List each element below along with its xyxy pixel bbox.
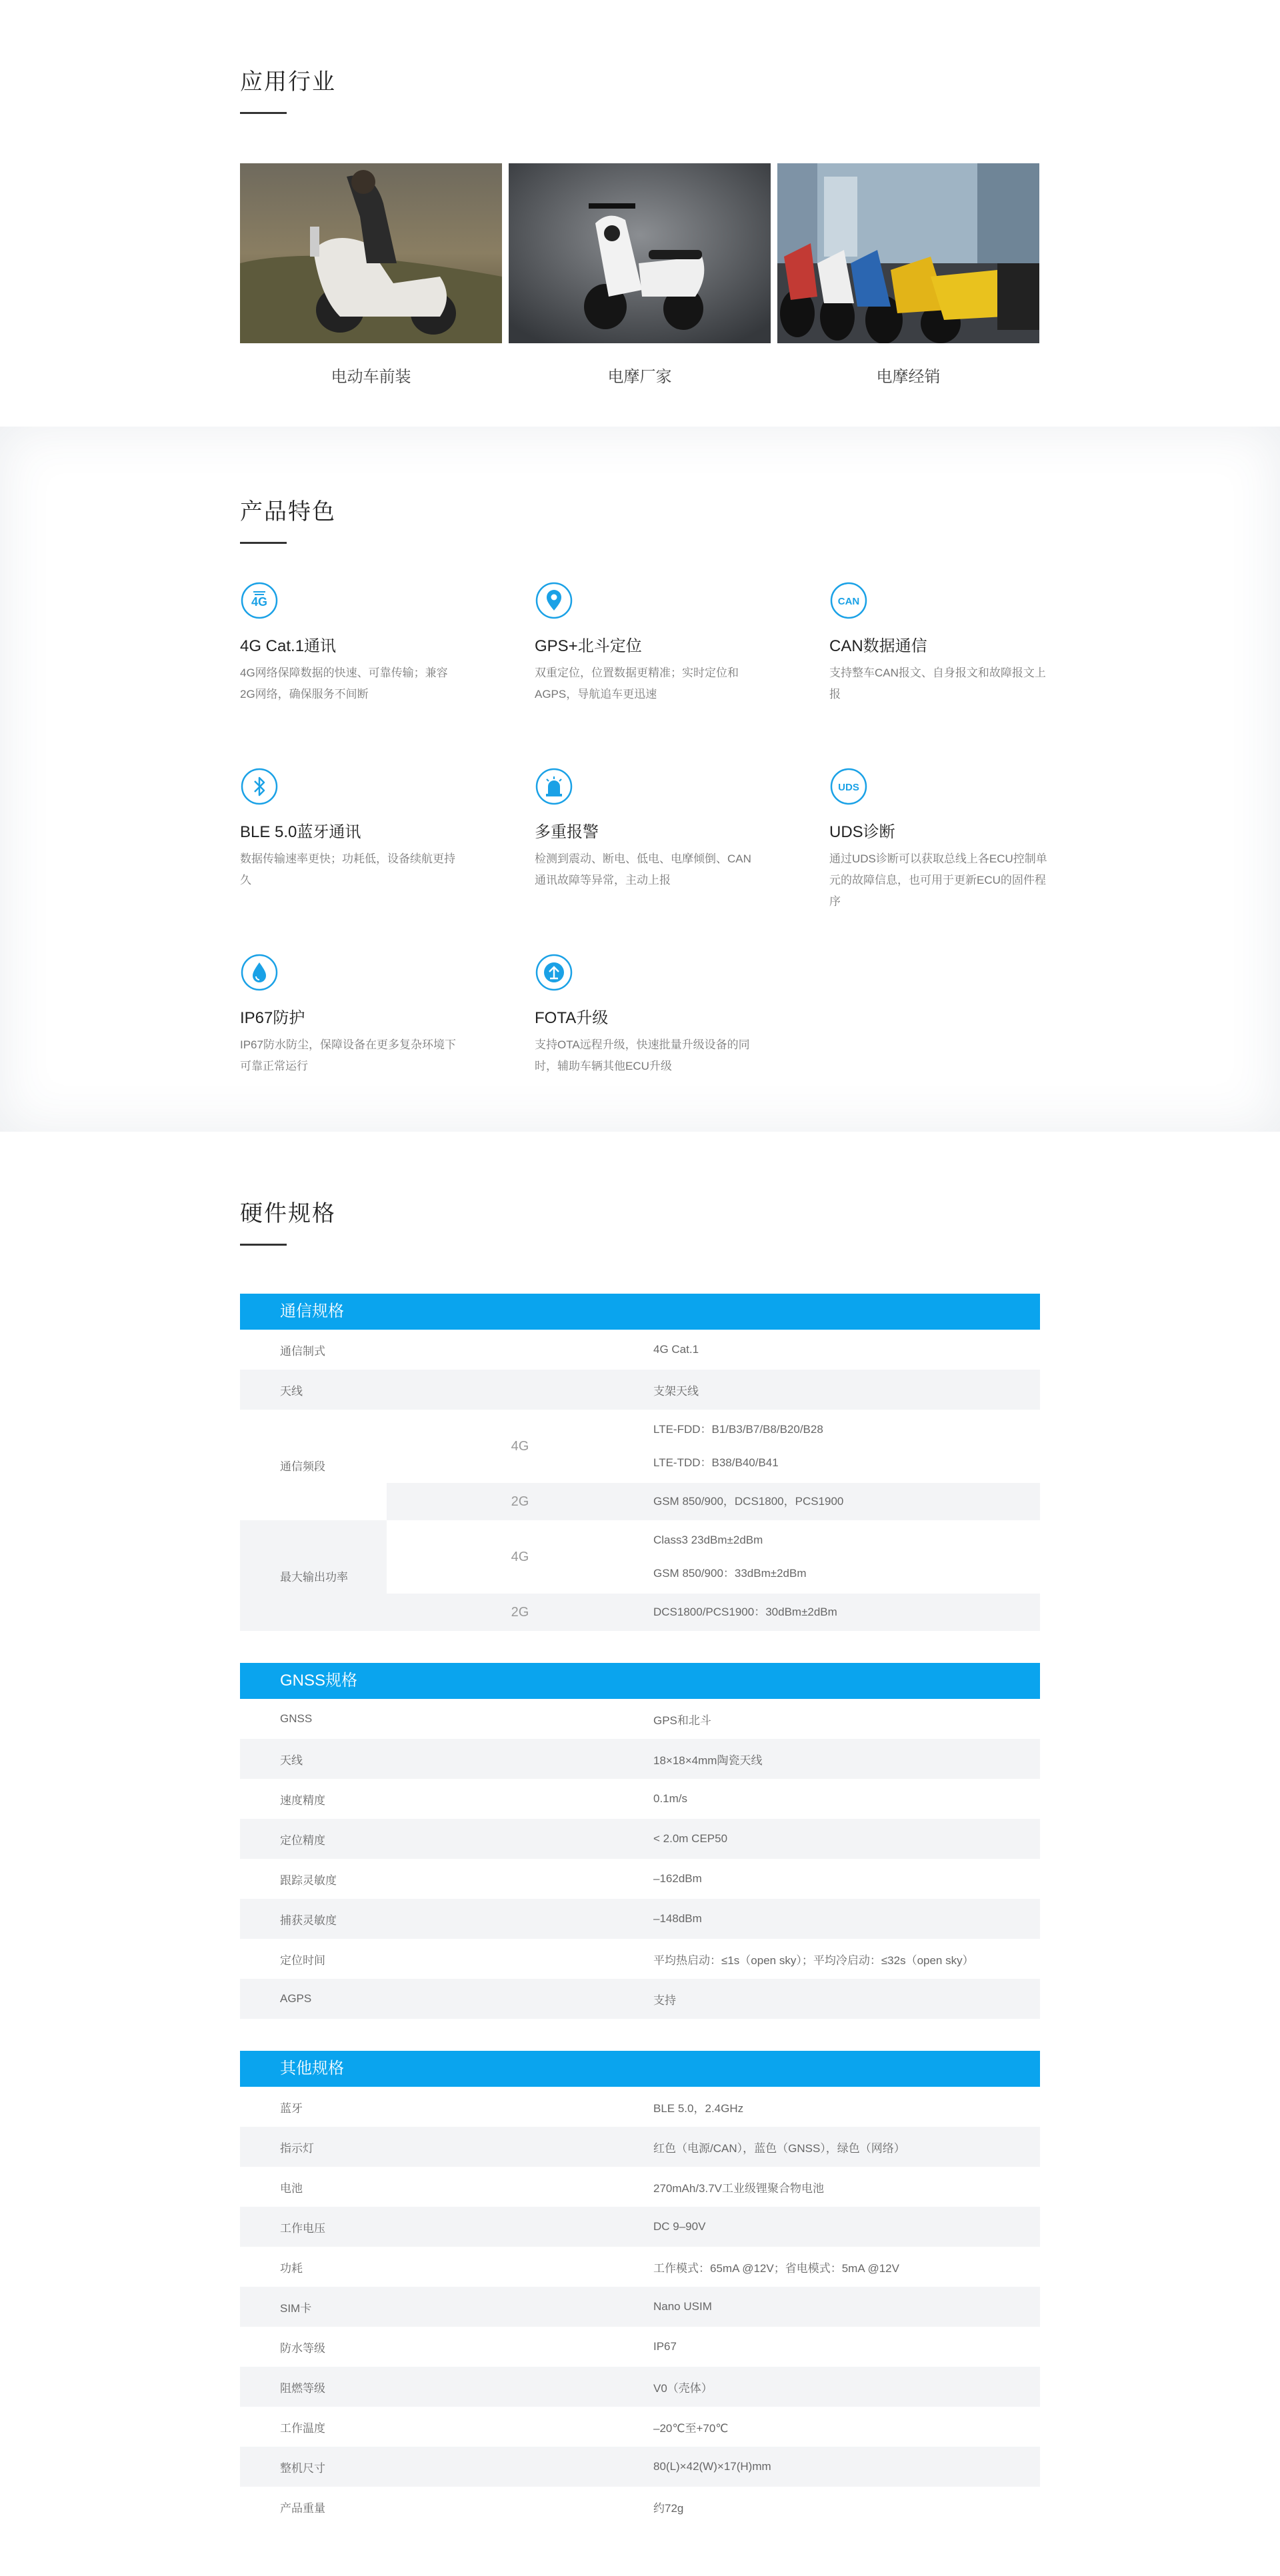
table-row bbox=[240, 1779, 1040, 1819]
spec-label: 跟踪灵敏度 bbox=[280, 1874, 337, 1887]
feature-title: CAN数据通信 bbox=[829, 637, 927, 655]
feature-uds bbox=[829, 767, 1047, 953]
table-row bbox=[240, 2167, 1040, 2207]
feature-desc: 检测到震动、断电、低电、电摩倾倒、CAN通讯故障等异常，主动上报 bbox=[535, 852, 751, 886]
spec-label: 功耗 bbox=[280, 2261, 303, 2275]
spec-value: –20℃至+70℃ bbox=[653, 2421, 729, 2435]
spec-value: –148dBm bbox=[653, 1912, 702, 1925]
spec-label: 最大输出功率 bbox=[240, 1520, 387, 1631]
table-row bbox=[240, 1330, 1040, 1370]
spec-value: LTE-TDD：B38/B40/B41 bbox=[653, 1456, 779, 1469]
features-section bbox=[0, 427, 1280, 1132]
spec-label: SIM卡 bbox=[280, 2301, 312, 2315]
title-underline bbox=[240, 112, 287, 114]
location-pin-icon bbox=[535, 581, 573, 620]
spec-value: IP67 bbox=[653, 2340, 677, 2353]
feature-title: GPS+北斗定位 bbox=[535, 637, 642, 655]
industry-card-dealer[interactable] bbox=[777, 163, 1039, 387]
feature-fota bbox=[535, 953, 829, 1139]
scooter-lineup-photo bbox=[777, 163, 1039, 343]
power-group bbox=[240, 1520, 1040, 1631]
spec-label: 蓝牙 bbox=[280, 2101, 303, 2115]
bluetooth-icon bbox=[240, 767, 279, 806]
spec-label: 电池 bbox=[280, 2181, 303, 2195]
feature-desc: 双重定位，位置数据更精准；实时定位和AGPS，导航追车更迅速 bbox=[535, 666, 739, 700]
spec-value: DCS1800/PCS1900：30dBm±2dBm bbox=[653, 1606, 837, 1618]
spec-value: 工作模式：65mA @12V；省电模式：5mA @12V bbox=[653, 2261, 899, 2275]
spec-value: 0.1m/s bbox=[653, 1792, 688, 1805]
spec-label: AGPS bbox=[280, 1992, 312, 2005]
white-scooter-photo bbox=[509, 163, 771, 343]
spec-label: 产品重量 bbox=[280, 2501, 325, 2515]
spec-label: GNSS bbox=[280, 1712, 313, 1725]
spec-label: 天线 bbox=[280, 1384, 303, 1398]
uds-icon-text: UDS bbox=[838, 782, 859, 793]
comm-spec-table bbox=[240, 1294, 1040, 1631]
spec-label: 整机尺寸 bbox=[280, 2461, 325, 2475]
spec-value: Nano USIM bbox=[653, 2300, 712, 2313]
spec-value: 支架天线 bbox=[653, 1384, 699, 1398]
spec-value: GSM 850/900，DCS1800，PCS1900 bbox=[653, 1495, 844, 1508]
feature-title: IP67防护 bbox=[240, 1009, 305, 1027]
spec-value: GPS和北斗 bbox=[653, 1714, 711, 1727]
spec-label: 捕获灵敏度 bbox=[280, 1914, 337, 1927]
feature-desc: IP67防水防尘，保障设备在更多复杂环境下可靠正常运行 bbox=[240, 1038, 456, 1072]
feature-title: BLE 5.0蓝牙通讯 bbox=[240, 823, 361, 841]
spec-value: 支持 bbox=[653, 1993, 676, 2007]
table-row bbox=[240, 2447, 1040, 2487]
feature-title: 多重报警 bbox=[535, 823, 599, 841]
band-4g: 4G bbox=[511, 1438, 529, 1454]
feature-title: UDS诊断 bbox=[829, 823, 895, 841]
feature-title: FOTA升级 bbox=[535, 1009, 609, 1027]
power-4g: 4G bbox=[511, 1549, 529, 1564]
industry-card-ev-oem[interactable] bbox=[240, 163, 502, 387]
feature-desc: 4G网络保障数据的快速、可靠传输；兼容2G网络，确保服务不间断 bbox=[240, 666, 448, 700]
feature-desc: 通过UDS诊断可以获取总线上各ECU控制单元的故障信息，也可用于更新ECU的固件程序 bbox=[829, 852, 1047, 908]
feature-desc: 数据传输速率更快；功耗低，设备续航更持久 bbox=[240, 852, 455, 886]
spec-label: 通信制式 bbox=[280, 1344, 325, 1358]
table-row bbox=[240, 1899, 1040, 1939]
spec-value: DC 9–90V bbox=[653, 2220, 706, 2233]
industry-label: 电动车前装 bbox=[331, 368, 411, 386]
spec-label: 天线 bbox=[280, 1754, 303, 1767]
title-underline bbox=[240, 1244, 287, 1246]
spec-table-header: 通信规格 bbox=[240, 1294, 1040, 1330]
specs-section bbox=[0, 1132, 1280, 2527]
spec-value: 4G Cat.1 bbox=[653, 1343, 699, 1356]
spec-value: Class3 23dBm±2dBm bbox=[653, 1534, 763, 1546]
uds-icon bbox=[829, 767, 868, 806]
table-row bbox=[240, 2287, 1040, 2327]
table-row bbox=[240, 1979, 1040, 2019]
spec-label: 通信频段 bbox=[280, 1460, 325, 1473]
spec-table-header: 其他规格 bbox=[240, 2051, 1040, 2087]
4g-icon bbox=[240, 581, 279, 620]
industries-section bbox=[0, 0, 1280, 427]
industry-label: 电摩经销 bbox=[876, 368, 941, 386]
spec-value: 80(L)×42(W)×17(H)mm bbox=[653, 2460, 771, 2473]
spec-value: LTE-FDD：B1/B3/B7/B8/B20/B28 bbox=[653, 1423, 823, 1436]
table-row bbox=[240, 1699, 1040, 1739]
waterdrop-icon bbox=[240, 953, 279, 992]
spec-label: 阻燃等级 bbox=[280, 2381, 325, 2395]
feature-desc: 支持OTA远程升级，快速批量升级设备的同时，辅助车辆其他ECU升级 bbox=[535, 1038, 750, 1072]
scooter-rider-photo bbox=[240, 163, 502, 343]
spec-label: 工作温度 bbox=[280, 2421, 325, 2435]
spec-label: 速度精度 bbox=[280, 1794, 325, 1807]
feature-desc: 支持整车CAN报文、自身报文和故障报文上报 bbox=[829, 666, 1046, 700]
spec-value: 红色（电源/CAN），蓝色（GNSS），绿色（网络） bbox=[653, 2141, 905, 2155]
spec-value: 平均热启动：≤1s（open sky）；平均冷启动：≤32s（open sky） bbox=[653, 1953, 974, 1967]
table-row bbox=[240, 1859, 1040, 1899]
spec-label: 指示灯 bbox=[280, 2141, 314, 2155]
table-row bbox=[240, 2247, 1040, 2287]
table-row bbox=[240, 1739, 1040, 1779]
spec-value: –162dBm bbox=[653, 1872, 702, 1885]
table-row bbox=[240, 2087, 1040, 2127]
spec-value: BLE 5.0，2.4GHz bbox=[653, 2101, 744, 2115]
feature-ble bbox=[240, 767, 535, 953]
table-row bbox=[240, 1370, 1040, 1410]
table-row bbox=[240, 1939, 1040, 1979]
features-title: 产品特色 bbox=[240, 499, 336, 525]
spec-label: 防水等级 bbox=[280, 2341, 325, 2355]
table-row bbox=[240, 2327, 1040, 2367]
feature-title: 4G Cat.1通讯 bbox=[240, 637, 337, 655]
power-2g: 2G bbox=[511, 1604, 529, 1620]
table-row bbox=[240, 2207, 1040, 2247]
table-row bbox=[240, 2367, 1040, 2407]
table-row bbox=[240, 2127, 1040, 2167]
industry-label: 电摩厂家 bbox=[607, 368, 672, 386]
spec-value: V0（壳体） bbox=[653, 2381, 713, 2395]
industries-title: 应用行业 bbox=[240, 69, 336, 95]
band-2g: 2G bbox=[511, 1494, 529, 1509]
table-row bbox=[240, 2487, 1040, 2527]
spec-label: 工作电压 bbox=[280, 2221, 325, 2235]
feature-ip67 bbox=[240, 953, 535, 1139]
table-row bbox=[240, 2407, 1040, 2447]
spec-value: 270mAh/3.7V工业级锂聚合物电池 bbox=[653, 2181, 825, 2195]
feature-4g bbox=[240, 581, 535, 767]
band-group bbox=[240, 1410, 1040, 1520]
can-icon bbox=[829, 581, 868, 620]
spec-label: 定位精度 bbox=[280, 1834, 325, 1847]
other-spec-table bbox=[240, 2051, 1040, 2527]
spec-table-header: GNSS规格 bbox=[240, 1663, 1040, 1699]
spec-label: 定位时间 bbox=[280, 1953, 325, 1967]
feature-alarm bbox=[535, 767, 829, 953]
firmware-upgrade-icon bbox=[535, 953, 573, 992]
feature-can bbox=[829, 581, 1046, 767]
spec-value: 约72g bbox=[653, 2501, 684, 2515]
4g-icon-text: 4G bbox=[251, 595, 268, 609]
spec-value: GSM 850/900：33dBm±2dBm bbox=[653, 1567, 807, 1580]
alarm-icon bbox=[535, 767, 573, 806]
industry-card-manufacturer[interactable] bbox=[509, 163, 771, 387]
table-row bbox=[240, 1819, 1040, 1859]
spec-value: 18×18×4mm陶瓷天线 bbox=[653, 1754, 763, 1767]
spec-value: < 2.0m CEP50 bbox=[653, 1832, 728, 1845]
can-icon-text: CAN bbox=[837, 596, 860, 607]
feature-gps bbox=[535, 581, 829, 767]
title-underline bbox=[240, 542, 287, 544]
gnss-spec-table bbox=[240, 1663, 1040, 2019]
specs-title: 硬件规格 bbox=[240, 1201, 336, 1226]
